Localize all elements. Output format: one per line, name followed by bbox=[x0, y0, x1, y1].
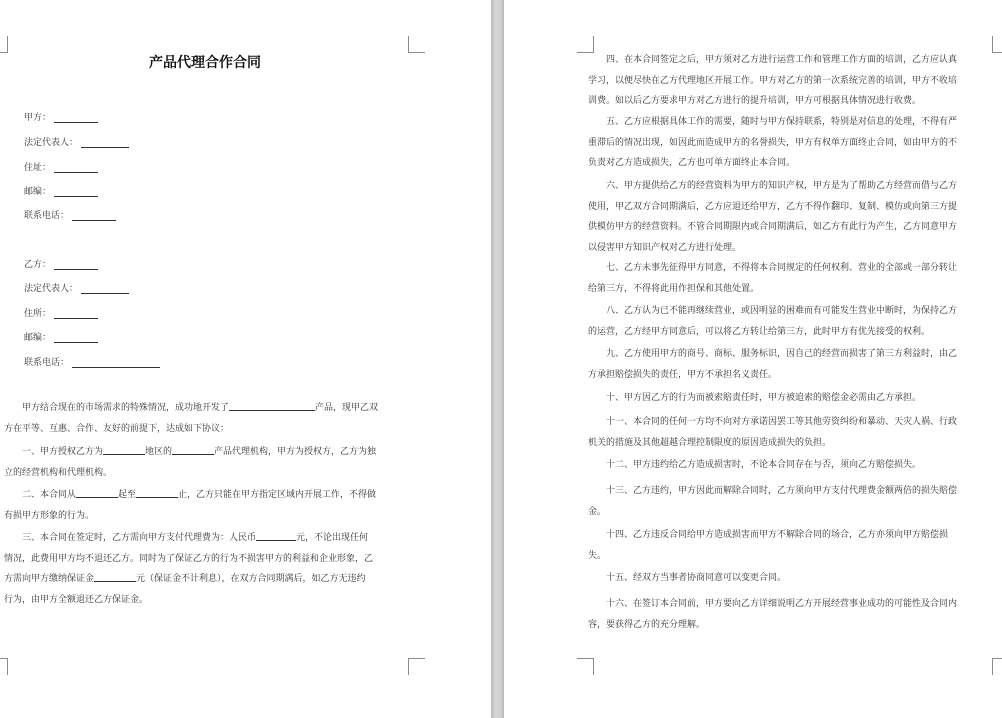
text-run: 二、本合同从 bbox=[22, 490, 77, 500]
paragraph-line: 有损甲方形象的行为。 bbox=[4, 510, 95, 521]
paragraph-line: 七、乙方未事先征得甲方同意，不得将本合同规定的任何权利、营业的全部或一部分转让 bbox=[606, 263, 958, 273]
paragraph-line: 九、乙方使用甲方的商号、商标、服务标识，因自己的经营而损害了第三方利益时，由乙 bbox=[606, 349, 958, 359]
paragraph-line: 的运营，乙方经甲方同意后，可以将乙方转让给第三方，此时甲方有优先接受的权利。 bbox=[588, 326, 931, 337]
text-run: 元，不论出现任何 bbox=[296, 533, 369, 543]
clause-13-paragraph bbox=[588, 481, 994, 522]
paragraph-line: 方承担赔偿损失的责任，甲方不承担名义责任。 bbox=[588, 369, 778, 380]
text-run: 起至 bbox=[118, 490, 137, 500]
paragraph-line: 十五、经双方当事者协商同意可以变更合同。 bbox=[606, 573, 787, 583]
text-run: 产品代理机构，甲方为授权方，乙方为独 bbox=[214, 447, 377, 457]
paragraph-line: 训费。如以后乙方要求甲方对乙方进行的提升培训，甲方可根据具体情况进行收费。 bbox=[588, 96, 922, 107]
paragraph-line: 容，要获得乙方的充分理解。 bbox=[588, 619, 706, 630]
party-b-zip-field bbox=[24, 330, 98, 343]
end-date-blank bbox=[136, 487, 178, 498]
paragraph-line bbox=[4, 485, 408, 506]
party-b-name-label: 乙方： bbox=[24, 260, 52, 270]
text-run: 一、甲方授权乙方为 bbox=[22, 447, 104, 457]
product-blank bbox=[229, 400, 315, 411]
text-run: 元（保证金不计利息），在双方合同期满后，如乙方无违约 bbox=[136, 574, 366, 585]
clause-7-paragraph bbox=[588, 258, 994, 299]
party-b-address-label: 住所： bbox=[24, 309, 52, 319]
paragraph-line: 失。 bbox=[588, 550, 607, 561]
paragraph-line: 十四、乙方违反合同给甲方造成损害而甲方不解除合同的场合，乙方亦须向甲方赔偿损 bbox=[606, 530, 949, 540]
party-b-phone-field bbox=[24, 355, 160, 368]
crop-mark-bottom-right bbox=[992, 658, 1002, 675]
party-b-zip-label: 邮编： bbox=[24, 333, 52, 343]
party-a-name-label: 甲方： bbox=[24, 113, 52, 123]
paragraph-line: 金。 bbox=[588, 506, 607, 517]
clause-10-paragraph bbox=[588, 388, 994, 409]
paragraph-line bbox=[4, 569, 408, 590]
paragraph-line: 学习，以便尽快在乙方代理地区开展工作。甲方对乙方的第一次系统完善的培训，甲方不收培 bbox=[588, 75, 958, 86]
paragraph-line: 方在平等、互惠、合作、友好的前提下，达成如下协议： bbox=[4, 423, 230, 434]
party-b-address-field bbox=[24, 306, 98, 319]
clause-5-paragraph bbox=[588, 112, 994, 174]
paragraph-line: 给第三方，不得将此用作担保和其他处置。 bbox=[588, 283, 760, 294]
product-name-blank bbox=[172, 444, 214, 455]
paragraph-line bbox=[4, 398, 408, 419]
paragraph-line: 十、甲方因乙方的行为而被索赔责任时，甲方被追索的赔偿金必需由乙方承担。 bbox=[606, 393, 922, 403]
paragraph-line: 四、在本合同签定之后，甲方须对乙方进行运营工作和管理工作方面的培训，乙方应认真 bbox=[606, 55, 958, 65]
clause-15-paragraph bbox=[588, 568, 994, 589]
paragraph-line: 以侵害甲方知识产权对乙方进行处理。 bbox=[588, 242, 742, 253]
region-blank bbox=[103, 444, 145, 455]
text-run: 地区的 bbox=[145, 447, 173, 457]
clause-14-paragraph bbox=[588, 525, 994, 566]
clause-1-paragraph bbox=[4, 442, 408, 483]
crop-mark-top-right bbox=[408, 36, 425, 53]
paragraph-line: 十一、本合同的任何一方均不向对方承诺因罢工等其他劳资纠纷和暴动、天灾人祸、行政 bbox=[606, 417, 958, 427]
text-run: 方需向甲方缴纳保证金 bbox=[4, 574, 95, 585]
party-b-phone-label: 联系电话： bbox=[24, 358, 70, 368]
document-page-1 bbox=[0, 0, 491, 718]
party-a-zip-field bbox=[24, 184, 98, 197]
party-a-zip-blank bbox=[54, 187, 98, 197]
text-run: 止，乙方只能在甲方指定区域内开展工作，不得做 bbox=[178, 490, 377, 500]
clause-12-paragraph bbox=[588, 455, 994, 476]
paragraph-line bbox=[4, 442, 408, 463]
paragraph-line: 十二、甲方违约给乙方造成损害时，不论本合同存在与否，须向乙方赔偿损失。 bbox=[606, 460, 922, 470]
document-page-2 bbox=[504, 0, 1002, 718]
party-a-phone-blank bbox=[72, 211, 116, 221]
party-a-address-blank bbox=[54, 163, 98, 173]
clause-11-paragraph bbox=[588, 412, 994, 453]
clause-16-paragraph bbox=[588, 594, 994, 635]
paragraph-line: 六、甲方提供给乙方的经营资料为甲方的知识产权，甲方是为了帮助乙方经营而借与乙方 bbox=[606, 181, 958, 191]
clause-6-paragraph bbox=[588, 176, 994, 258]
paragraph-line: 机关的措施及其他超越合理控制限度的原因造成损失的负担。 bbox=[588, 437, 832, 448]
party-a-rep-label: 法定代表人： bbox=[24, 138, 79, 148]
paragraph-line: 供模仿甲方的经营资料。不管合同期限内或合同期满后，如乙方有此行为产生，乙方同意甲方 bbox=[588, 222, 958, 233]
party-a-phone-label: 联系电话： bbox=[24, 211, 70, 221]
crop-mark-bottom-left bbox=[577, 658, 594, 675]
paragraph-line: 十三、乙方违约，甲方因此而解除合同时，乙方须向甲方支付代理费金额两倍的损失赔偿 bbox=[606, 486, 958, 496]
party-a-name-blank bbox=[54, 113, 98, 123]
party-b-name-field bbox=[24, 257, 98, 270]
paragraph-line: 十六、在签订本合同前，甲方要向乙方详细说明乙方开展经营事业成功的可能性及合同内 bbox=[606, 599, 958, 609]
party-b-name-blank bbox=[54, 260, 98, 270]
page-divider bbox=[491, 0, 504, 718]
clause-8-paragraph bbox=[588, 301, 994, 342]
start-date-blank bbox=[76, 487, 118, 498]
paragraph-line: 五、乙方应根据具体工作的需要，随时与甲方保持联系，特别是对信息的处理，不得有严 bbox=[606, 117, 958, 127]
party-a-name-field bbox=[24, 110, 98, 123]
party-b-address-blank bbox=[54, 309, 98, 319]
text-run: 甲方结合现在的市场需求的特殊情况，成功地开发了 bbox=[22, 403, 230, 413]
crop-mark-bottom-right bbox=[408, 658, 425, 675]
paragraph-line: 行为，由甲方全额退还乙方保证金。 bbox=[4, 594, 149, 605]
party-b-rep-blank bbox=[81, 284, 129, 294]
party-a-zip-label: 邮编： bbox=[24, 187, 52, 197]
paragraph-line bbox=[4, 528, 408, 549]
party-a-address-field bbox=[24, 160, 98, 173]
paragraph-line: 重滞后的情况出现，如因此而造成甲方的名誉损失，甲方有权单方面终止合同，如由甲方的不 bbox=[588, 137, 958, 148]
clause-4-paragraph bbox=[588, 50, 994, 112]
crop-mark-bottom-left bbox=[0, 658, 8, 675]
party-b-zip-blank bbox=[54, 333, 98, 343]
deposit-amount-blank bbox=[94, 571, 136, 582]
party-a-address-label: 住址： bbox=[24, 163, 52, 173]
paragraph-line: 八、乙方认为已不能再继续营业，或因明显的困难而有可能发生营业中断时，为保持乙方 bbox=[606, 306, 958, 316]
crop-mark-top-left bbox=[0, 36, 8, 53]
paragraph-line: 使用，甲乙双方合同期满后，乙方应退还给甲方，乙方不得作翻印、复制、模仿或向第三方提 bbox=[588, 201, 958, 212]
party-a-phone-field bbox=[24, 208, 116, 221]
clause-2-paragraph bbox=[4, 485, 408, 526]
text-run: 产品，现甲乙双 bbox=[315, 403, 379, 413]
clause-9-paragraph bbox=[588, 344, 994, 385]
text-run: 三、本合同在签定时，乙方需向甲方支付代理费为：人民币 bbox=[22, 533, 257, 543]
paragraph-line: 立的经营机构和代理机构。 bbox=[4, 467, 113, 478]
clause-3-paragraph bbox=[4, 528, 408, 610]
party-b-rep-label: 法定代表人： bbox=[24, 284, 79, 294]
intro-paragraph bbox=[4, 398, 408, 439]
contract-title: 产品代理合作合同 bbox=[149, 55, 261, 71]
paragraph-line: 负责对乙方造成损失，乙方也可单方面终止本合同。 bbox=[588, 158, 796, 169]
party-a-rep-field bbox=[24, 135, 129, 148]
fee-amount-blank bbox=[256, 530, 296, 541]
paragraph-line: 情况，此费用甲方均不退还乙方。同时为了保证乙方的行为不损害甲方的利益和企业形象，乙 bbox=[4, 553, 374, 564]
party-b-phone-blank bbox=[72, 358, 160, 368]
party-a-rep-blank bbox=[81, 138, 129, 148]
party-b-rep-field bbox=[24, 281, 129, 294]
